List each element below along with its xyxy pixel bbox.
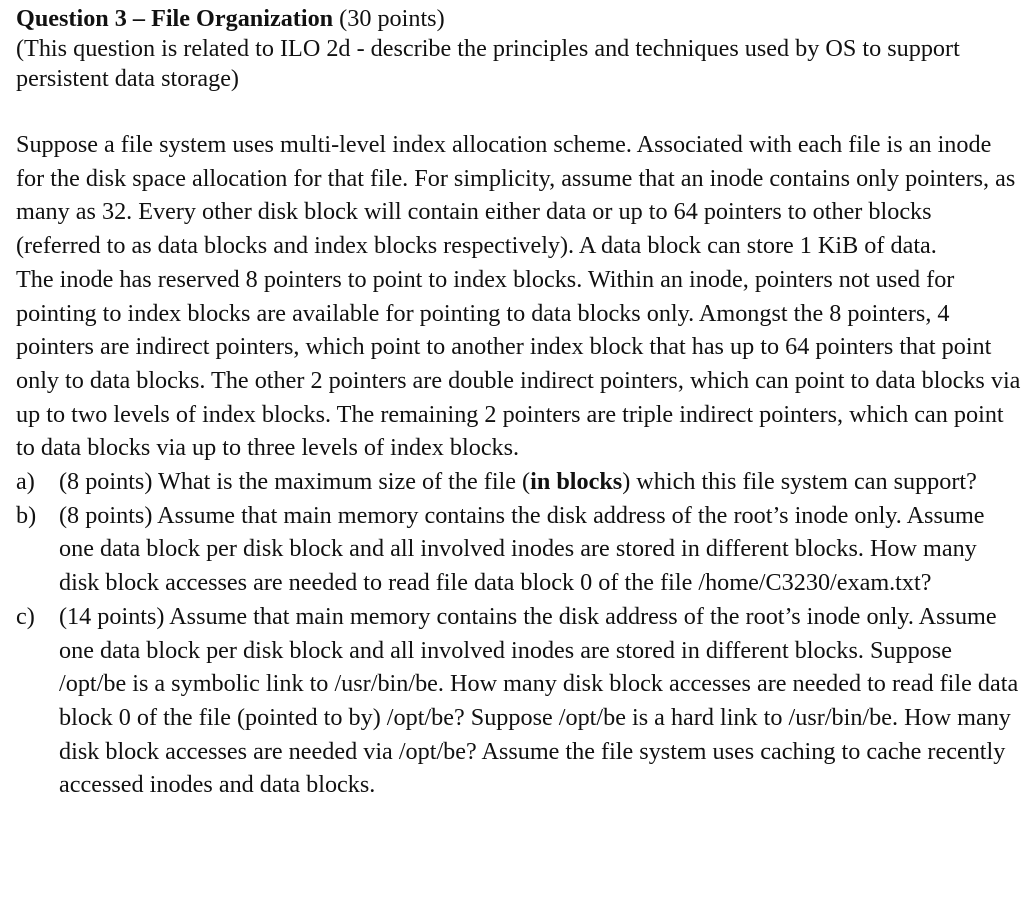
paragraph-spacer	[16, 94, 1024, 128]
ilo-note-line-1: (This question is related to ILO 2d - describe the principles and techniques used by OS to support	[16, 35, 960, 62]
sub-question-a-text-before: (8 points) What is the maximum size of the file (	[59, 468, 531, 496]
sub-question-list	[16, 465, 1024, 802]
sub-question-a-bold: in blocks	[530, 468, 623, 496]
sub-question-c-text: (14 points) Assume that main memory contains the disk address of the root’s inode only. Assume one data block per disk block and all involved inodes are stored in different blocks. Suppose /opt/be is a symbolic link to /usr/bin/be. How many disk block accesses are needed to read file data block 0 of the file (pointed to by) /opt/be? Suppose /opt/be is a hard link to /usr/bin/be. How many disk block accesses are needed via /opt/be? Assume the file system uses caching to cache recently accessed inodes and data blocks.	[59, 602, 1019, 799]
question-title-label: Question 3 – File Organization	[16, 5, 334, 32]
sub-question-c	[16, 600, 1021, 802]
sub-question-c-marker: c)	[16, 602, 35, 630]
sub-question-a-marker: a)	[16, 468, 35, 496]
body-paragraph-1: Suppose a file system uses multi-level index allocation scheme. Associated with each file is an inode for the disk space allocation for that file. For simplicity, assume that an inode contains only pointers, as many as 32. Every other disk block will contain either data or up to 64 pointers to other blocks (referred to as data blocks and index blocks respectively). A data block can store 1 KiB of data.	[16, 131, 1016, 260]
sub-question-a	[16, 465, 1021, 499]
sub-question-b-text: (8 points) Assume that main memory contains the disk address of the root’s inode only. Assume one data block per disk block and all involved inodes are stored in different blocks. How many disk block accesses are needed to read file data block 0 of the file /home/C3230/exam.txt?	[59, 501, 985, 597]
sub-question-b	[16, 499, 1021, 600]
question-title	[16, 4, 1024, 34]
question-points: (30 points)	[333, 5, 445, 32]
ilo-note-line-2: persistent data storage)	[16, 65, 239, 92]
sub-question-a-text-after: ) which this file system can support?	[622, 468, 977, 496]
sub-question-b-marker: b)	[16, 501, 37, 529]
body-paragraph-2: The inode has reserved 8 pointers to point to index blocks. Within an inode, pointers not used for pointing to index blocks are available for pointing to data blocks only. Amongst the 8 pointers, 4 pointers are indirect pointers, which point to another index block that has up to 64 pointers that point only to data blocks. The other 2 pointers are double indirect pointers, which can point to data blocks via up to two levels of index blocks. The remaining 2 pointers are triple indirect pointers, which can point to data blocks via up to three levels of index blocks.	[16, 265, 1021, 462]
